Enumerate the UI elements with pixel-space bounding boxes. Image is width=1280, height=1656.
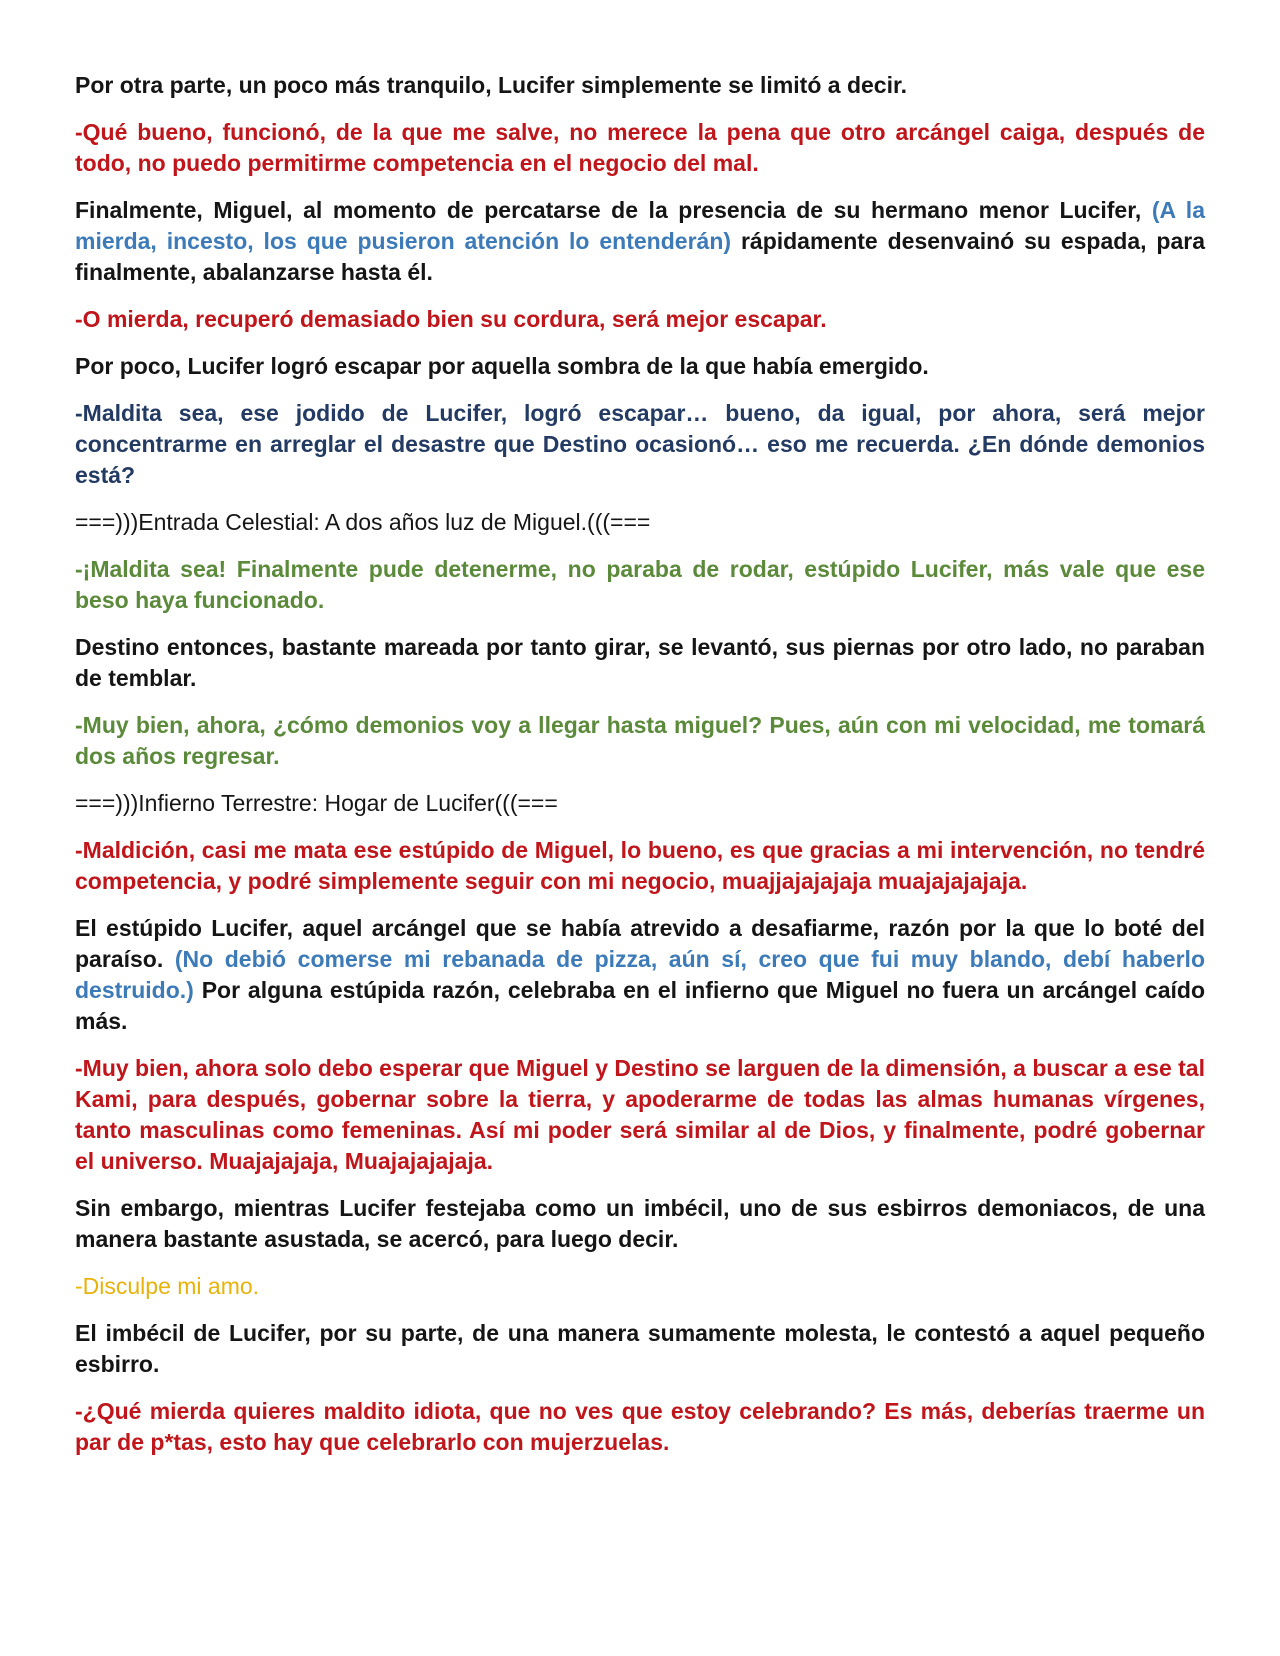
narration-paragraph: Por otra parte, un poco más tranquilo, Lucifer simplemente se limitó a decir. bbox=[75, 72, 908, 98]
scene-heading: ===)))Infierno Terrestre: Hogar de Lucifer(((=== bbox=[75, 790, 558, 816]
lucifer-dialogue: -O mierda, recuperó demasiado bien su cordura, será mejor escapar. bbox=[75, 306, 827, 332]
narration-paragraph: Sin embargo, mientras Lucifer festejaba como un imbécil, uno de sus esbirros demoniacos, de una manera bastante asustada, se acercó, para luego decir. bbox=[75, 1195, 1205, 1252]
narration-text: El estúpido Lucifer, aquel arcángel que se había atrevido a desafiarme, razón por la que lo boté del paraíso. bbox=[75, 915, 1205, 972]
scene-heading: ===)))Entrada Celestial: A dos años luz de Miguel.(((=== bbox=[75, 509, 651, 535]
lucifer-dialogue: -Maldición, casi me mata ese estúpido de Miguel, lo bueno, es que gracias a mi intervención, no tendré competencia, y podré simplemente seguir con mi negocio, muajjajajajaja muajajajajaja. bbox=[75, 837, 1205, 894]
lucifer-dialogue: -Muy bien, ahora solo debo esperar que Miguel y Destino se larguen de la dimensión, a buscar a ese tal Kami, para después, gobernar sobre la tierra, y apoderarme de todas las almas humanas vírgenes, tanto masculinas como femeninas. Así mi poder será similar al de Dios, y finalmente, podré gobernar el universo. Muajajajaja, Muajajajajaja. bbox=[75, 1055, 1205, 1174]
destino-dialogue: -¡Maldita sea! Finalmente pude detenerme, no paraba de rodar, estúpido Lucifer, más vale que ese beso haya funcionado. bbox=[75, 556, 1205, 613]
narration-text: Por alguna estúpida razón, celebraba en el infierno que Miguel no fuera un arcángel caído más. bbox=[75, 977, 1206, 1034]
narration-paragraph bbox=[75, 913, 1205, 1037]
lucifer-dialogue: -¿Qué mierda quieres maldito idiota, que no ves que estoy celebrando? Es más, deberías traerme un par de p*tas, esto hay que celebrarlo con mujerzuelas. bbox=[75, 1398, 1205, 1455]
narration-paragraph bbox=[75, 195, 1205, 288]
narration-text: Finalmente, Miguel, al momento de percatarse de la presencia de su hermano menor Lucifer, bbox=[75, 197, 1142, 223]
minion-dialogue: -Disculpe mi amo. bbox=[75, 1273, 260, 1299]
destino-dialogue: -Muy bien, ahora, ¿cómo demonios voy a llegar hasta miguel? Pues, aún con mi velocidad, me tomará dos años regresar. bbox=[75, 712, 1205, 769]
author-aside: (A la mierda, incesto, los que pusieron atención lo entenderán) bbox=[75, 197, 1205, 254]
author-aside: (No debió comerse mi rebanada de pizza, aún sí, creo que fui muy blando, debí haberlo destruido.) bbox=[75, 946, 1205, 1003]
narration-paragraph: Destino entonces, bastante mareada por tanto girar, se levantó, sus piernas por otro lado, no paraban de temblar. bbox=[75, 634, 1205, 691]
document-page bbox=[75, 70, 1205, 1474]
narration-text: rápidamente desenvainó su espada, para finalmente, abalanzarse hasta él. bbox=[75, 228, 1206, 285]
narration-paragraph: Por poco, Lucifer logró escapar por aquella sombra de la que había emergido. bbox=[75, 353, 929, 379]
lucifer-dialogue: -Qué bueno, funcionó, de la que me salve, no merece la pena que otro arcángel caiga, después de todo, no puedo permitirme competencia en el negocio del mal. bbox=[75, 119, 1205, 176]
miguel-dialogue: -Maldita sea, ese jodido de Lucifer, logró escapar… bueno, da igual, por ahora, será mejor concentrarme en arreglar el desastre que Destino ocasionó… eso me recuerda. ¿En dónde demonios está? bbox=[75, 400, 1205, 488]
narration-paragraph: El imbécil de Lucifer, por su parte, de una manera sumamente molesta, le contestó a aquel pequeño esbirro. bbox=[75, 1320, 1205, 1377]
